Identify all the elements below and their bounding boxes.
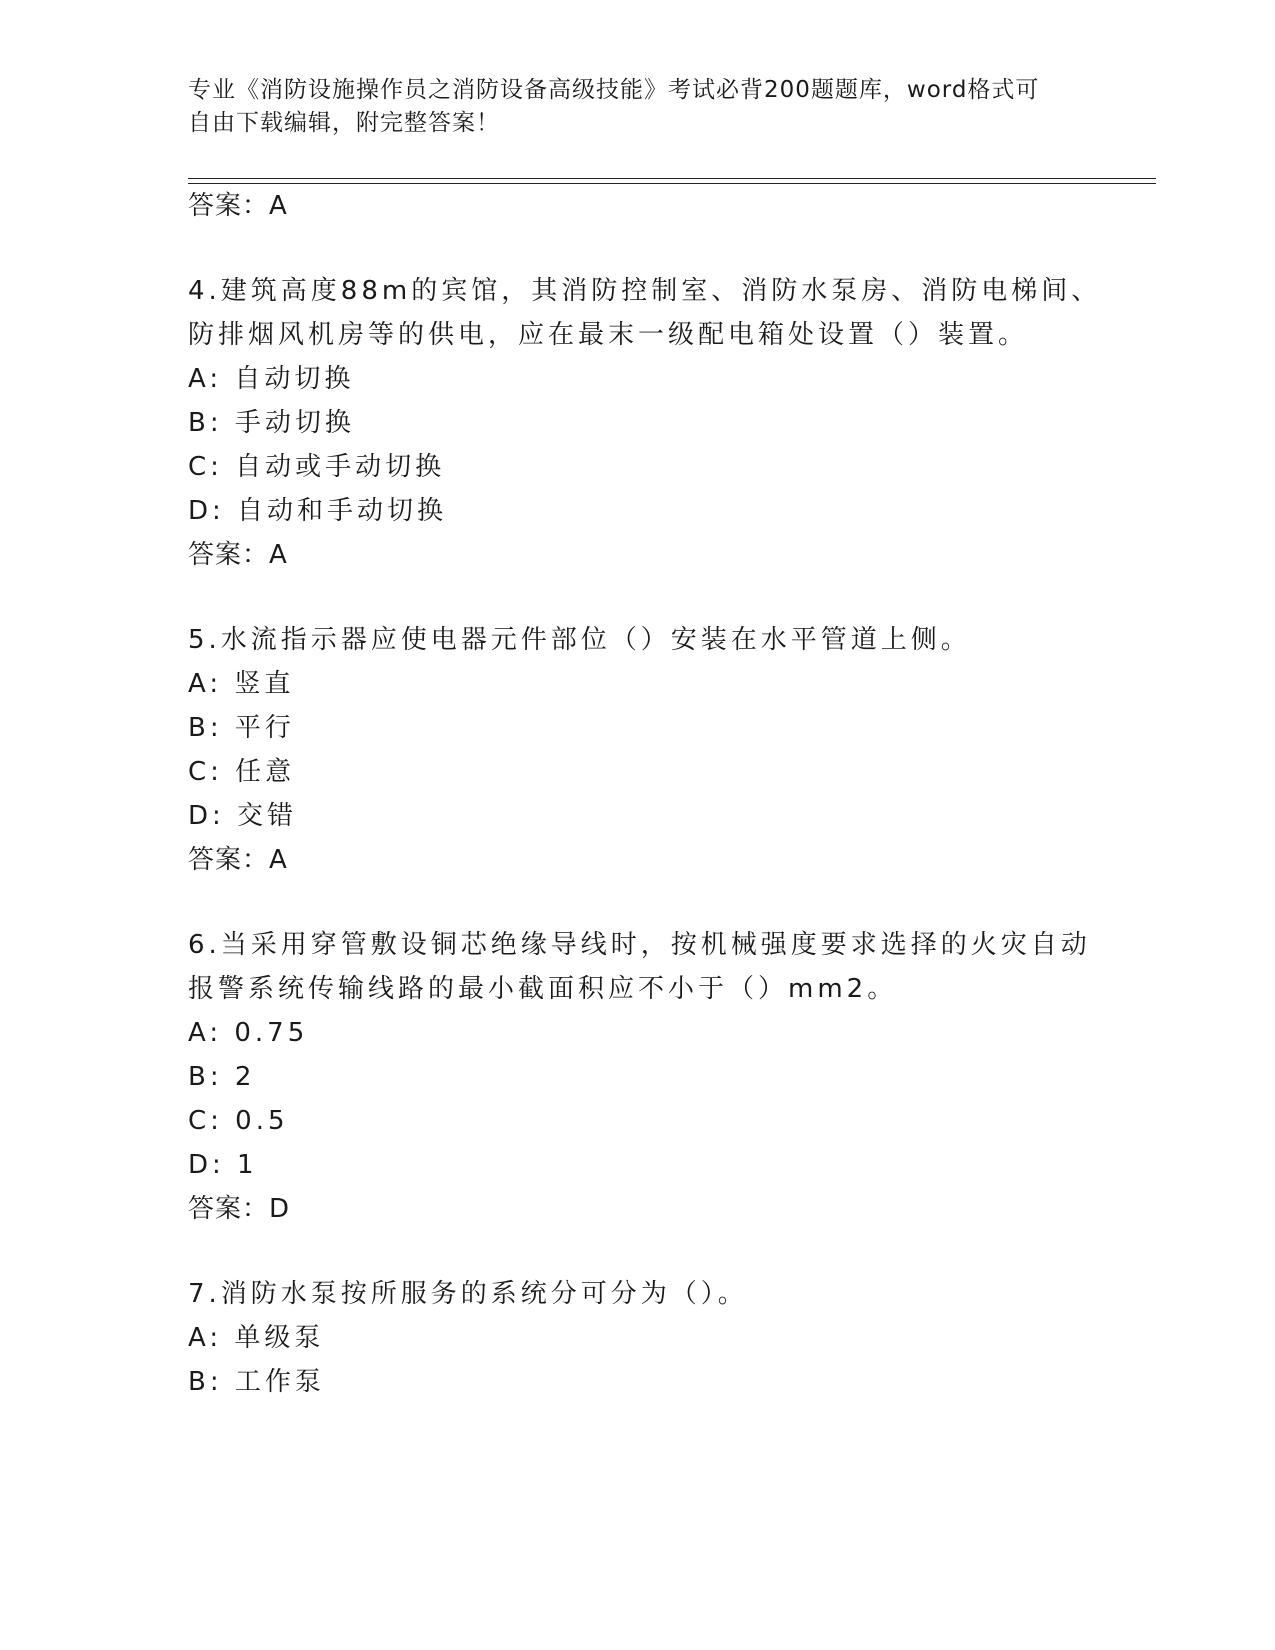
- question-6-stem-line-2: 报警系统传输线路的最小截面积应不小于（）mm2。: [188, 974, 898, 1004]
- question-6-answer: 答案：D: [188, 1194, 291, 1224]
- header-divider-top: [188, 178, 1156, 179]
- header-divider-bottom: [188, 183, 1156, 184]
- question-7-option-a: A: 单级泵: [188, 1323, 325, 1353]
- question-5-answer: 答案：A: [188, 845, 288, 875]
- previous-answer: 答案：A: [188, 191, 288, 221]
- question-5-option-c: C: 任意: [188, 757, 296, 787]
- header-line-1: 专业《消防设施操作员之消防设备高级技能》考试必背200题题库，word格式可: [188, 77, 1040, 103]
- question-7-option-b: B: 工作泵: [188, 1367, 325, 1397]
- question-5-option-b: B: 平行: [188, 713, 295, 743]
- question-4-option-d: D: 自动和手动切换: [188, 496, 448, 526]
- question-4-stem-line-2: 防排烟风机房等的供电，应在最末一级配电箱处设置（）装置。: [188, 320, 1029, 350]
- document-header: [188, 74, 1068, 140]
- question-4-option-b: B: 手动切换: [188, 408, 355, 438]
- question-6-stem-line-1: 6.当采用穿管敷设铜芯绝缘导线时，按机械强度要求选择的火灾自动: [188, 930, 1091, 960]
- question-6-option-b: B: 2: [188, 1062, 256, 1092]
- question-6-option-c: C: 0.5: [188, 1106, 289, 1136]
- header-line-2: 自由下载编辑，附完整答案！: [188, 110, 500, 136]
- question-5-option-d: D: 交错: [188, 801, 298, 831]
- question-5-option-a: A: 竖直: [188, 669, 295, 699]
- question-7-stem-line-1: 7.消防水泵按所服务的系统分可分为（）。: [188, 1279, 748, 1309]
- question-4-answer: 答案：A: [188, 540, 288, 570]
- question-4-option-c: C: 自动或手动切换: [188, 452, 446, 482]
- question-6-option-a: A: 0.75: [188, 1018, 309, 1048]
- question-5-stem-line-1: 5.水流指示器应使电器元件部位（）安装在水平管道上侧。: [188, 625, 971, 655]
- question-6-option-d: D: 1: [188, 1150, 258, 1180]
- question-4-stem-line-1: 4.建筑高度88m的宾馆，其消防控制室、消防水泵房、消防电梯间、: [188, 276, 1102, 306]
- question-4-option-a: A: 自动切换: [188, 364, 355, 394]
